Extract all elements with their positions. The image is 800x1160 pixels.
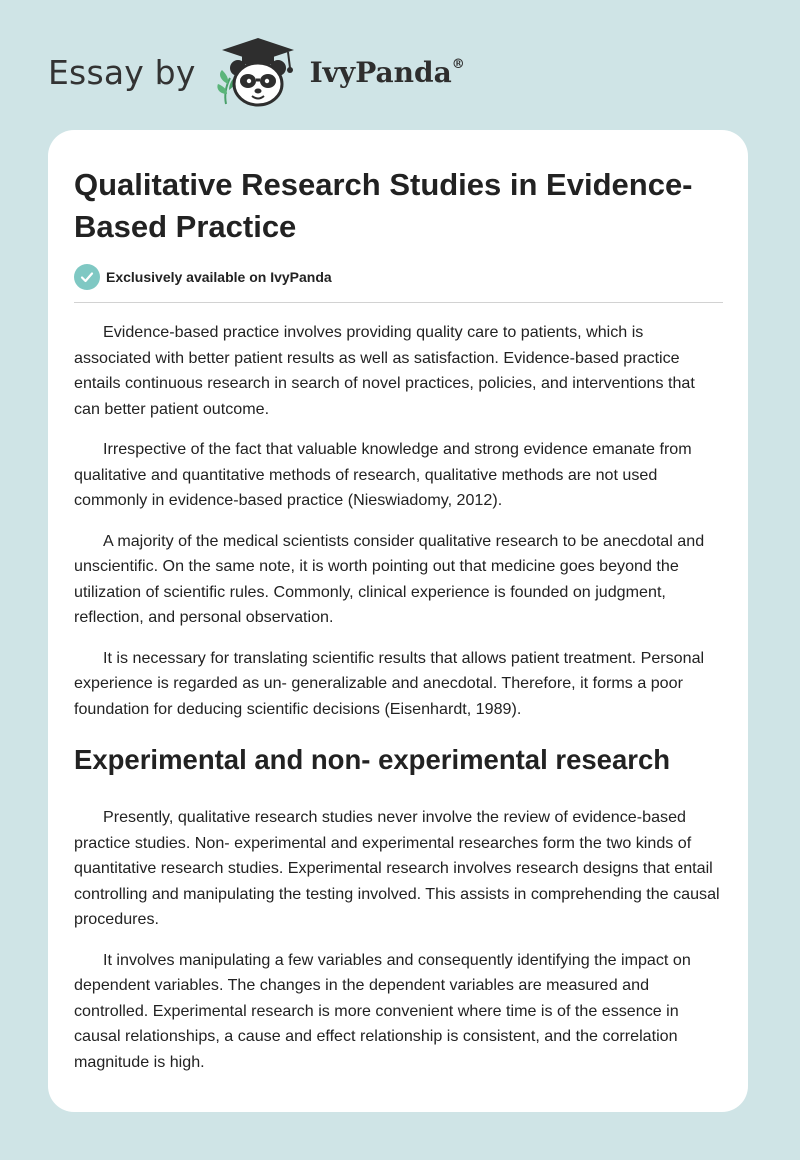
brand-name[interactable]: IvyPanda® xyxy=(309,55,465,89)
check-icon xyxy=(74,264,100,290)
essay-card xyxy=(48,130,748,1112)
exclusive-label: Exclusively available on IvyPanda xyxy=(106,269,332,285)
paragraph: A majority of the medical scientists consider qualitative research to be anecdotal and unscientific. On the same note, it is worth pointing out that medicine goes beyond the utilization of scientific rules. Commonly, clinical experience is founded on judgment, reflection, and personal observation. xyxy=(74,531,705,626)
paragraph: It involves manipulating a few variables and consequently identifying the impact on dependent variables. The changes in the dependent variables are measured and controlled. Experimental research is more convenient where time is of the essence in causal relationships, a cause and effect relationship is consistent, and the correlation magnitude is high. xyxy=(74,950,691,1071)
divider xyxy=(74,302,723,303)
paragraph: Presently, qualitative research studies never involve the review of evidence-based practice studies. Non- experimental and experimental researches form the two kinds of quantitative research studies. Experimental research involves research designs that entail controlling and manipulating the testing involved. This assists in comprehending the causal procedures. xyxy=(74,808,720,928)
panda-logo-icon[interactable] xyxy=(208,34,306,110)
paragraph: It is necessary for translating scientific results that allows patient treatment. Personal experience is regarded as un- generalizable and anecdotal. Therefore, it forms a poor foundation for deducing scientific decisions (Eisenhardt, 1989). xyxy=(74,648,705,718)
essay-body xyxy=(74,320,724,1090)
brand-prefix: Essay by xyxy=(48,52,196,92)
paragraph: Evidence-based practice involves providing quality care to patients, which is associated with better patient results as well as satisfaction. Evidence-based practice entails continuous research in search of novel practices, policies, and interventions that can better patient outcome. xyxy=(74,323,695,418)
section-heading: Experimental and non- experimental research xyxy=(74,744,671,775)
site-header xyxy=(48,34,465,110)
page-title: Qualitative Research Studies in Evidence-Based Practice xyxy=(74,167,693,244)
exclusive-badge xyxy=(74,264,332,290)
registered-mark: ® xyxy=(451,56,465,72)
paragraph: Irrespective of the fact that valuable knowledge and strong evidence emanate from qualitative and quantitative methods of research, qualitative methods are not used commonly in evidence-based practice (Nieswiadomy, 2012). xyxy=(74,440,692,509)
